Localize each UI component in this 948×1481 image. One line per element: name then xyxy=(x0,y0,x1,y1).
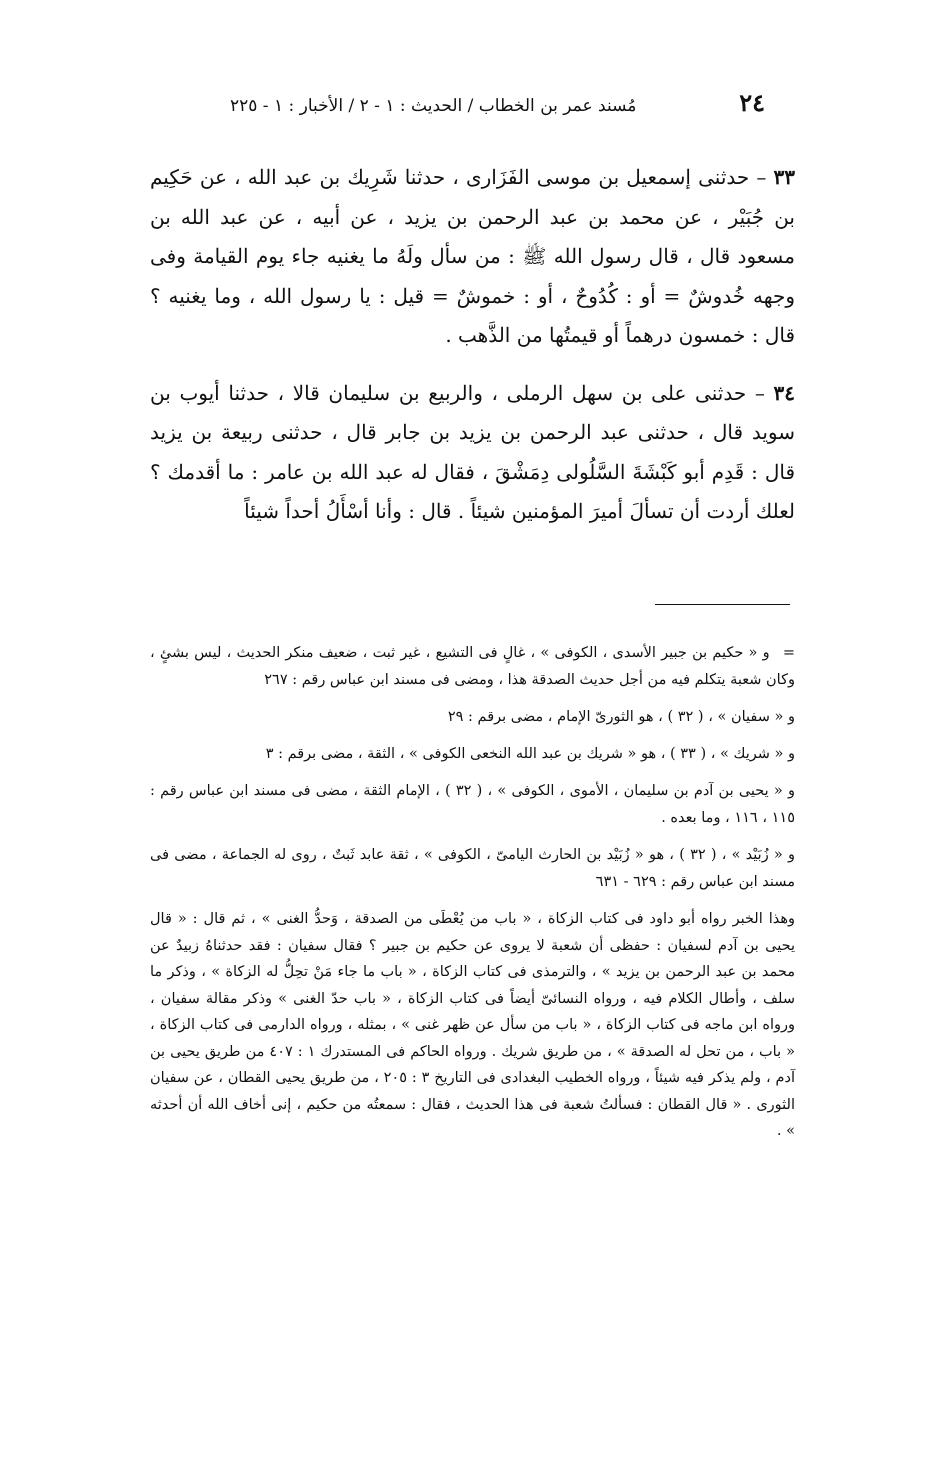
footnote-separator xyxy=(655,604,790,605)
hadith-text: حدثنى إسمعيل بن موسى الفَزَارى ، حدثنا شَرِيك بن عبد الله ، عن حَكِيم بن جُبَيْر ، عن محمد بن عبد الرحمن بن يزيد ، عن أبيه ، عن عبد الله بن مسعود قال ، قال رسول الله ﷺ : من سأل ولَهُ ما يغنيه جاء يوم القيامة وفى وجهه خُدوشٌ = أو : كُدُوحٌ ، أو : خموشٌ = قيل : يا رسول الله ، وما يغنيه ؟ قال : خمسون درهماً أو قيمتُها من الذَّهب . xyxy=(150,165,795,347)
hadith-number: ٣٣ xyxy=(773,165,796,189)
footnote-text: وهذا الخبر رواه أبو داود فى كتاب الزكاة ، « باب من يُعْطَى من الصدقة ، وَحدُّ الغنى » ، ثم قال : « قال يحيى بن آدم لسفيان : حفظى أن شعبة لا يروى عن حكيم بن جبير ؟ فقال سفيان : فقد حدثناهُ زبيدٌ عن محمد بن عبد الرحمن بن يزيد » ، والترمذى فى كتاب الزكاة ، « باب ما جاء مَنْ تحِلُّ له الزكاة » ، وذكر ما سلف ، وأطال الكلام فيه ، ورواه النسائىّ أيضاً فى كتاب الزكاة ، « باب حدّ الغنى » وذكر مقالة سفيان ، ورواه ابن ماجه فى كتاب الزكاة ، « باب من سأل عن ظهر غنى » ، بمثله ، ورواه الدارمى فى كتاب الزكاة ، « باب ، من تحل له الصدقة » ، من طريق شريك . ورواه الحاكم فى المستدرك ١ : ٤٠٧ من طريق يحيى بن آدم ، ولم يذكر فيه شيئاً ، ورواه الخطيب البغدادى فى التاريخ ٣ : ٢٠٥ ، من طريق يحيى القطان ، عن سفيان الثورى . « قال القطان : فسألتُ شعبة فى هذا الحديث ، فقال : سمعتُه من حكيم ، إنى أخاف الله أن أحدثه » . xyxy=(150,911,795,1139)
footnote xyxy=(150,704,795,731)
hadith-number: ٣٤ xyxy=(773,380,795,405)
hadith-dash: – xyxy=(756,165,767,189)
footnotes xyxy=(150,640,795,1155)
continuation-mark: = xyxy=(782,645,796,661)
hadith-34 xyxy=(150,374,795,532)
footnote-text: و « يحيى بن آدم بن سليمان ، الأموى ، الكوفى » ، ( ٣٢ ) ، الإمام الثقة ، مضى فى مسند ابن عباس رقم : ١١٥ ، ١١٦ ، وما بعده . xyxy=(150,783,795,826)
running-title: مُسند عمر بن الخطاب / الحديث : ١ - ٢ / الأخبار : ١ - ٢٢٥ xyxy=(230,96,637,116)
footnote-text: و « شريك » ، ( ٣٣ ) ، هو « شريك بن عبد الله النخعى الكوفى » ، الثقة ، مضى برقم : ٣ xyxy=(265,746,795,762)
footnote xyxy=(150,778,795,832)
page-header xyxy=(230,88,765,128)
hadith-33 xyxy=(150,158,795,356)
footnote-text: و « سفيان » ، ( ٣٢ ) ، هو الثورىّ الإمام ، مضى برقم : ٢٩ xyxy=(447,709,795,725)
hadith-dash: – xyxy=(754,380,765,405)
main-text xyxy=(150,158,795,550)
page-number: ٢٤ xyxy=(739,88,765,117)
footnote-text: و « حكيم بن جبير الأسدى ، الكوفى » ، غالٍ فى التشيع ، غير ثبت ، ضعيف منكر الحديث ، ليس بشئٍ ، وكان شعبة يتكلم فيه من أجل حديث الصدقة هذا ، ومضى فى مسند ابن عباس رقم : ٢٦٧ xyxy=(150,645,795,688)
footnote xyxy=(150,842,795,896)
hadith-text: حدثنى على بن سهل الرملى ، والربيع بن سليمان قالا ، حدثنا أيوب بن سويد قال ، حدثنى عبد الرحمن بن يزيد بن جابر قال ، حدثنى ربيعة بن يزيد قال : قَدِم أبو كَبْشَةَ السَّلُولى دِمَشْقَ ، فقال له عبد الله بن عامر : ما أقدمك ؟ لعلك أردت أن تسألَ أميرَ المؤمنين شيئاً . قال : وأنا أسْأَلُ أحداً شيئاً xyxy=(150,380,795,523)
footnote xyxy=(150,640,795,694)
footnote xyxy=(150,741,795,768)
footnote-text: و « زُبَيْد » ، ( ٣٢ ) ، هو « زُبَيْد بن الحارث اليامىّ ، الكوفى » ، ثقة عابد ثَبتٌ ، روى له الجماعة ، مضى فى مسند ابن عباس رقم : ٦٢٩ - ٦٣١ xyxy=(150,847,795,890)
footnote-commentary xyxy=(150,906,795,1145)
